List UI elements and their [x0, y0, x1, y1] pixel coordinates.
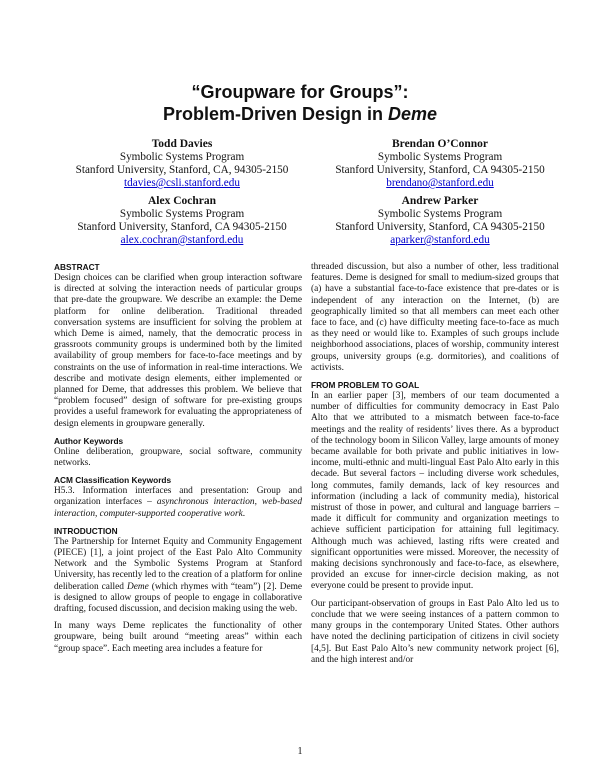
author-affiliation: Symbolic Systems Program — [119, 151, 245, 163]
author-address: Stanford University, Stanford, CA 94305-2150 — [335, 164, 545, 176]
author-block-3 — [32, 195, 332, 247]
author-block-2 — [290, 138, 590, 190]
paper-title-line-1: “Groupware for Groups”: — [191, 82, 409, 102]
author-email-link[interactable]: aparker@stanford.edu — [390, 234, 490, 246]
author-affiliation: Symbolic Systems Program — [377, 208, 503, 220]
abstract-text: Design choices can be clarified when group interaction software is directed at solving the interaction needs of particular groups that pre-date the groupware. We describe an example: the Deme platform for online deliberation. Traditional threaded conversation systems are insufficient for solving the problem at which Deme is aimed, namely, that the democratic process in grassroots community groups is undermined both by the limited availability of group members for face-to-face meetings and by constraints on the use of information in real-time interactions. We describe and motivate design elements, either implemented or planned for Deme, that addresses this problem. We believe that “problem focused” design of software for pre-existing groups provides a useful framework for evaluating the appropriateness of design elements in groupware generally. — [54, 273, 302, 429]
author-block-1 — [32, 138, 332, 190]
acm-text: H5.3. Information interfaces and presentation: Group and organization interfaces – asynchronous interaction, web-based interaction, computer-supported cooperative work. — [54, 486, 302, 519]
introduction-heading: INTRODUCTION — [54, 525, 118, 536]
author-email-link[interactable]: alex.cochran@stanford.edu — [120, 234, 244, 246]
author-keywords-heading: Author Keywords — [54, 435, 124, 446]
problem-paragraph-2: Our participant-observation of groups in East Palo Alto led us to conclude that we were seeing instances of a pattern common to many groups in the contemporary United States. Other authors have noted the declining participation of citizens in civil society [4,5]. But East Palo Alto’s new community network project [6], and the high interest and/or — [311, 598, 559, 665]
introduction-paragraph-2: In many ways Deme replicates the functionality of other groupware, being built around “meeting areas” within each “group space”. Each meeting area includes a feature for — [54, 621, 302, 654]
abstract-heading: ABSTRACT — [54, 262, 100, 272]
problem-heading: FROM PROBLEM TO GOAL — [311, 380, 420, 391]
author-address: Stanford University, Stanford, CA, 94305-2150 — [75, 164, 289, 176]
author-name: Brendan O’Connor — [392, 138, 488, 150]
intro-continuation: threaded discussion, but also a number of other, less traditional features. Deme is designed for small to medium-sized groups that (a) have a substantial face-to-face existence that pre-dates or is independent of any interaction on the Internet, (b) are geographically limited so that all members can meet each other face to face, and (c) have difficulty meeting face-to-face as much as they need or would like to. Examples of such groups include neighborhood associations, places of worship, community interest groups, university groups (e.g. dormitories), and coalitions of activists. — [311, 262, 559, 373]
author-address: Stanford University, Stanford, CA 94305-2150 — [77, 221, 287, 233]
acm-heading: ACM Classification Keywords — [54, 475, 172, 486]
paper-title-line-2: Problem-Driven Design in Deme — [162, 104, 438, 124]
author-name: Alex Cochran — [147, 195, 217, 207]
page-number: 1 — [297, 746, 303, 757]
author-name: Andrew Parker — [401, 195, 479, 207]
right-column — [311, 262, 559, 672]
author-affiliation: Symbolic Systems Program — [119, 208, 245, 220]
problem-paragraph-1: In an earlier paper [3], members of our team documented a number of difficulties for community democracy in East Palo Alto that we attributed to a mismatch between face-to-face meetings and the reality of residents’ lives there. As a byproduct of the technology boom in Silicon Valley, large amounts of money became available for both private and public initiatives in low-income, multi-ethnic and multi-lingual East Palo Alto early in this decade. But several factors – including diverse work schedules, long commutes, family demands, lack of key resources and information (including a lack of community media), historical mistrust of those in power, and cultural and language barriers – made it difficult for community and organization meetings to achieve sufficient participation for attaining full legitimacy. Although much was achieved, lasting rifts were created and significant opportunities were missed. Moreover, the necessity of making decisions synchronously and face-to-face, as elsewhere, provided an excuse for inner-circle decision making, as not everyone could be present to provide input. — [311, 391, 559, 592]
author-name: Todd Davies — [151, 138, 213, 150]
author-email-link[interactable]: tdavies@csli.stanford.edu — [124, 177, 240, 189]
introduction-paragraph-1: The Partnership for Internet Equity and Community Engagement (PIECE) [1], a joint project of the East Palo Alto Community Network and the Symbolic Systems Program at Stanford University, has recently led to the creation of a platform for online deliberation called Deme (which rhymes with “team”) [2]. Deme is designed to allow groups of people to engage in collaborative drafting, focused discussion, and decision making using the web. — [54, 536, 303, 615]
author-block-4 — [290, 195, 590, 247]
left-column — [54, 262, 302, 661]
author-keywords-text: Online deliberation, groupware, social software, community networks. — [54, 446, 302, 469]
author-email-link[interactable]: brendano@stanford.edu — [386, 177, 494, 189]
author-affiliation: Symbolic Systems Program — [377, 151, 503, 163]
author-address: Stanford University, Stanford, CA 94305-2150 — [335, 221, 545, 233]
